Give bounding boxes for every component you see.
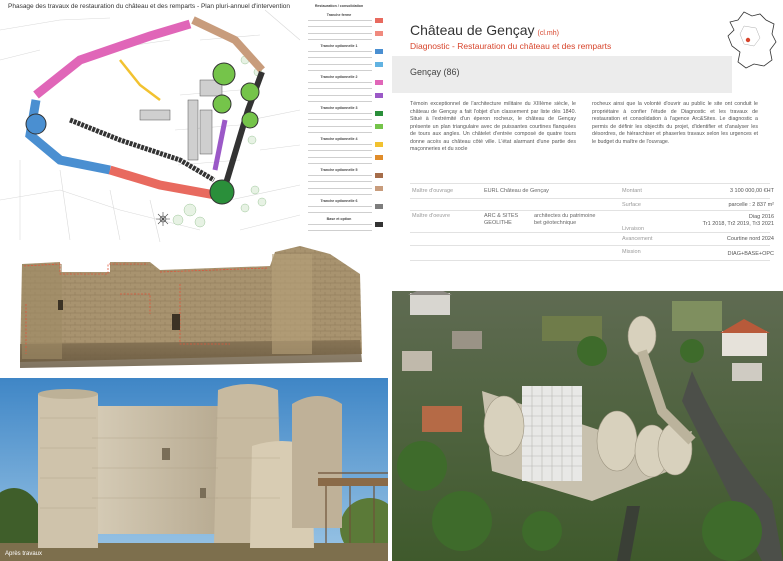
mission-value: DIAG+BASE+OPC xyxy=(727,251,774,257)
legend-text-line xyxy=(308,126,372,127)
legend-row xyxy=(300,80,386,85)
legend-row xyxy=(300,142,386,147)
legend-swatch xyxy=(375,173,383,178)
legend-row xyxy=(300,111,386,116)
legend-group-title: Tranche optionnelle 3 xyxy=(320,106,358,110)
legend-row xyxy=(300,192,386,197)
legend-swatch xyxy=(375,111,383,116)
montant-label: Montant xyxy=(622,188,642,194)
aerial-illustration xyxy=(392,291,783,561)
maitre-oeuvre-label: Maître d'oeuvre xyxy=(412,213,451,219)
maitre-oeuvre-2: GEOLITHE xyxy=(484,220,512,226)
elevation-drawing xyxy=(0,244,388,376)
separator xyxy=(410,260,770,261)
legend-text-line xyxy=(308,64,372,65)
legend-group-title: Tranche optionnelle 4 xyxy=(320,137,358,141)
title-text: Château de Gençay xyxy=(410,22,535,38)
legend-text-line xyxy=(308,163,372,164)
legend-swatch xyxy=(375,18,383,23)
legend-row xyxy=(300,31,386,36)
surface-label: Surface xyxy=(622,202,641,208)
legend-title: Restauration / consolidation xyxy=(314,4,364,8)
livraison-value-1: Diag 2016 xyxy=(748,214,774,220)
legend-row xyxy=(300,222,386,227)
legend-text-line xyxy=(308,157,372,158)
legend-row xyxy=(300,24,386,29)
title-suffix: (cl.mh) xyxy=(537,30,559,37)
project-subtitle: Diagnostic - Restauration du château et des remparts xyxy=(410,41,612,51)
legend-text-line xyxy=(308,57,372,58)
legend-swatch xyxy=(375,155,383,160)
plan-title: Phasage des travaux de restauration du château et des remparts - Plan pluri-annuel d'intervention xyxy=(8,3,290,10)
mission-label: Mission xyxy=(622,249,641,255)
legend-row xyxy=(300,86,386,91)
livraison-value-2: Tr1 2018, Tr2 2019, Tr3 2021 xyxy=(702,221,774,227)
legend-row xyxy=(300,49,386,54)
legend-swatch xyxy=(375,93,383,98)
separator xyxy=(410,210,770,211)
legend-text-line xyxy=(308,206,372,207)
legend-group-title: Tranche optionnelle 1 xyxy=(320,44,358,48)
phasing-plan xyxy=(0,0,388,242)
france-map-icon xyxy=(726,10,778,70)
legend-row xyxy=(300,117,386,122)
legend-swatch xyxy=(375,204,383,209)
legend-row xyxy=(300,68,386,73)
legend-text-line xyxy=(308,224,372,225)
project-location: Gençay (86) xyxy=(410,67,460,77)
legend-row xyxy=(300,124,386,129)
legend-text-line xyxy=(308,150,372,151)
separator xyxy=(410,183,770,184)
legend-text-line xyxy=(308,194,372,195)
maitre-ouvrage-label: Maître d'ouvrage xyxy=(412,188,454,194)
legend-row xyxy=(300,148,386,153)
livraison-label: Livraison xyxy=(622,226,645,232)
legend-text-line xyxy=(308,119,372,120)
legend-text-line xyxy=(308,230,372,231)
maitre-ouvrage-value: EURL Château de Gençay xyxy=(484,188,549,194)
legend-text-line xyxy=(308,20,372,21)
legend-swatch xyxy=(375,49,383,54)
legend-swatch xyxy=(375,62,383,67)
legend-row xyxy=(300,161,386,166)
maitre-oeuvre-role-2: bet géotechnique xyxy=(534,220,577,226)
legend-text-line xyxy=(308,212,372,213)
description-col-1: Témoin exceptionnel de l'architecture militaire du XIIIème siècle, le château de Gençay a fait l'objet d'un classement par liste dès 1840. Situé à l'extrémité d'un éperon rocheux, le château de Gençay présente un plan triangulaire avec de puissantes courtines flanquées de tours aux angles. Un châtelet d'entrée composé de quatre tours donne accès au château côté ville. L'état alarmant d'une partie des maçonneries et du socle xyxy=(410,101,576,153)
legend-text-line xyxy=(308,175,372,176)
legend-text-line xyxy=(308,26,372,27)
location-marker-icon xyxy=(746,38,750,42)
description-col-2: rocheux ainsi que la volonté d'ouvrir au public le site ont conduit le propriétaire à confier l'étude de Diagnostic et les travaux de restauration et consolidation à l'agence Arc&Sites. Le diagnostic a permis de définir les objectifs du projet, d'identifier et d'analyser les désordres, de hiérarchiser et phaserles travaux selon les urgences et le budget du maître de l'ouvrage. xyxy=(592,101,758,145)
legend-swatch xyxy=(375,186,383,191)
legend-row xyxy=(300,210,386,215)
elevation-survey xyxy=(0,244,388,376)
legend-row xyxy=(300,93,386,98)
legend-swatch xyxy=(375,124,383,129)
legend-text-line xyxy=(308,82,372,83)
legend-text-line xyxy=(308,181,372,182)
legend-row xyxy=(300,18,386,23)
castle-front-photo xyxy=(0,378,388,561)
legend-row xyxy=(300,130,386,135)
legend-row xyxy=(300,99,386,104)
separator xyxy=(410,232,770,233)
legend-swatch xyxy=(375,142,383,147)
legend-group-title: Tranche optionnelle 6 xyxy=(320,199,358,203)
avancement-label: Avancement xyxy=(622,236,653,242)
maitre-oeuvre-role-1: architectes du patrimoine xyxy=(534,213,596,219)
legend-row xyxy=(300,204,386,209)
compass-icon xyxy=(156,212,170,226)
legend-row xyxy=(300,155,386,160)
legend-text-line xyxy=(308,132,372,133)
legend-row xyxy=(300,37,386,42)
legend-swatch xyxy=(375,80,383,85)
legend-text-line xyxy=(308,113,372,114)
legend-row xyxy=(300,186,386,191)
legend-group-title: Base et option xyxy=(326,217,352,221)
legend-swatch xyxy=(375,31,383,36)
legend-text-line xyxy=(308,33,372,34)
legend-row xyxy=(300,62,386,67)
legend-text-line xyxy=(308,51,372,52)
avancement-value: Courtine nord 2024 xyxy=(726,236,774,242)
legend-row xyxy=(300,179,386,184)
legend-row xyxy=(300,228,386,233)
separator xyxy=(410,245,770,246)
project-info-panel xyxy=(392,0,783,291)
maitre-oeuvre-1: ARC & SITES xyxy=(484,213,519,219)
separator xyxy=(410,198,770,199)
legend-text-line xyxy=(308,144,372,145)
legend-group-title: Tranche optionnelle 2 xyxy=(320,75,358,79)
legend-swatch xyxy=(375,222,383,227)
legend-group-title: Tranche optionnelle 5 xyxy=(320,168,358,172)
project-title xyxy=(410,22,559,38)
legend-text-line xyxy=(308,101,372,102)
montant-value: 3 100 000,00 €HT xyxy=(729,188,774,194)
legend-text-line xyxy=(308,39,372,40)
photo-credit: Après travaux xyxy=(5,551,43,557)
legend-group-title: Tranche ferme xyxy=(326,13,352,17)
plan-legend xyxy=(300,4,386,240)
legend-text-line xyxy=(308,188,372,189)
legend-text-line xyxy=(308,88,372,89)
castle-front-illustration xyxy=(0,378,388,561)
legend-row xyxy=(300,173,386,178)
surface-value: parcelle : 2 837 m² xyxy=(728,202,774,208)
legend-text-line xyxy=(308,95,372,96)
legend-row xyxy=(300,55,386,60)
legend-text-line xyxy=(308,70,372,71)
aerial-photo xyxy=(392,291,783,561)
